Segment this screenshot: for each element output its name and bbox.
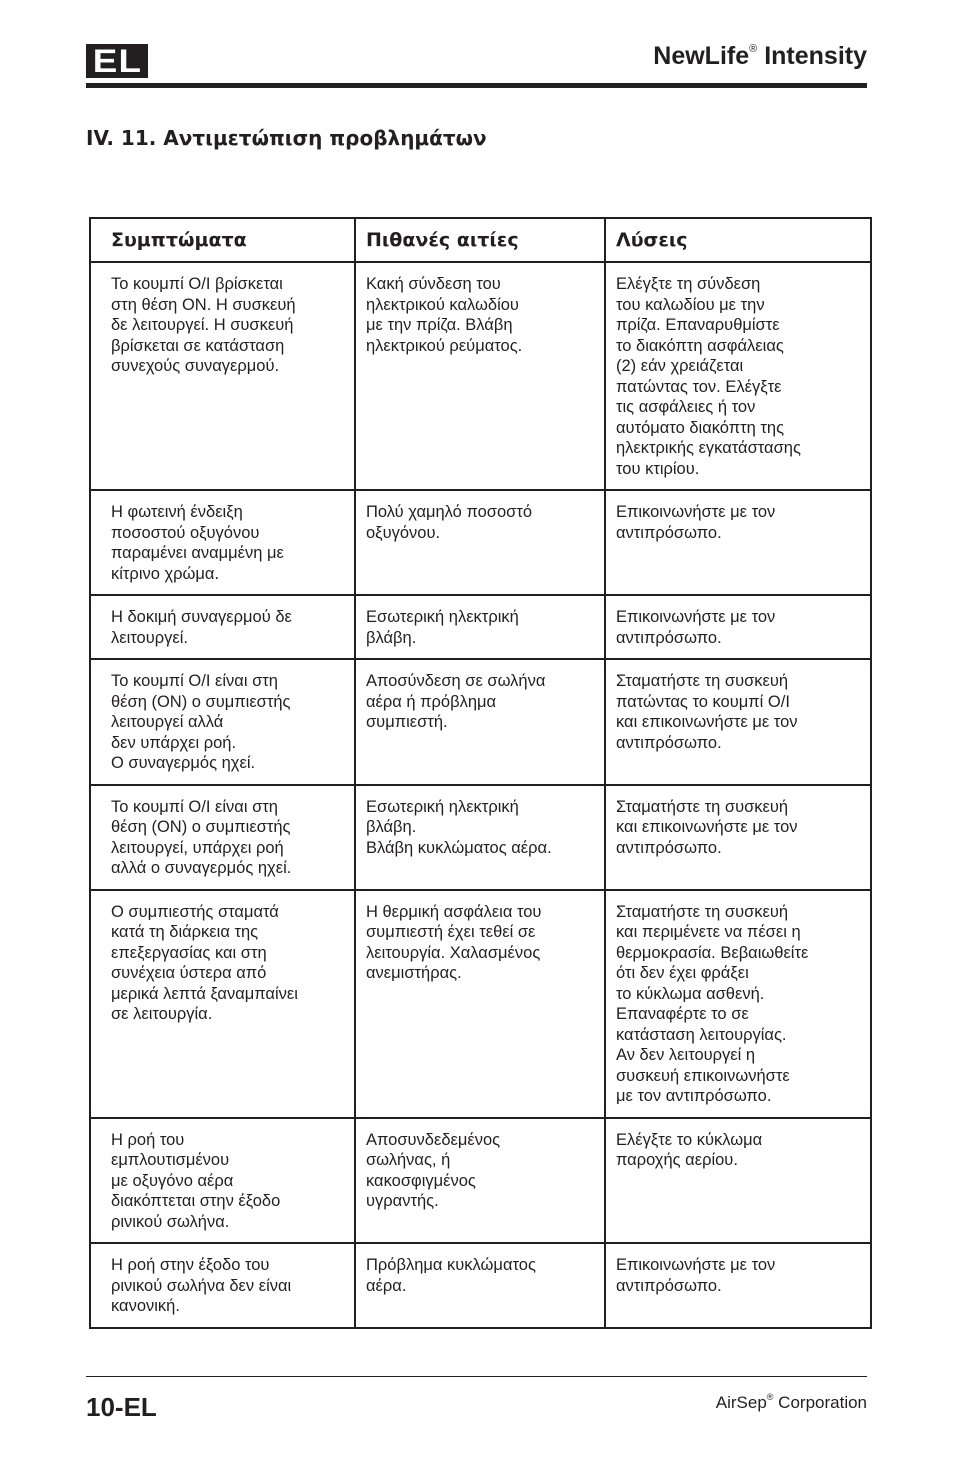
solution-cell: Σταματήστε τη συσκευή και επικοινωνήστε με τον αντιπρόσωπο.	[605, 785, 871, 890]
symptom-cell: Το κουμπί Ο/Ι είναι στη θέση (ON) ο συμπιεστής λειτουργεί, υπάρχει ροή αλλά ο συναγερμός ηχεί.	[90, 785, 355, 890]
table-row	[90, 1118, 871, 1244]
table-row	[90, 785, 871, 890]
symptom-cell: Ο συμπιεστής σταματά κατά τη διάρκεια της επεξεργασίας και στη συνέχεια ύστερα από μερικά λεπτά ξαναμπαίνει σε λειτουργία.	[90, 890, 355, 1118]
page-header	[86, 40, 867, 86]
troubleshooting-table	[89, 217, 872, 1329]
cause-cell: Η θερμική ασφάλεια του συμπιεστή έχει τεθεί σε λειτουργία. Χαλασμένος ανεμιστήρας.	[355, 890, 605, 1118]
solution-cell: Ελέγξτε τη σύνδεση του καλωδίου με την πρίζα. Επαναρυθμίστε το διακόπτη ασφάλειας (2) εάν χρειάζεται πατώντας τον. Ελέγξτε τις ασφάλειες ή τον αυτόματο διακόπτη της ηλεκτρικής εγκατάστασης του κτιρίου.	[605, 262, 871, 490]
cause-cell: Εσωτερική ηλεκτρική βλάβη.	[355, 595, 605, 659]
column-header-solutions: Λύσεις	[605, 218, 871, 262]
cause-cell: Αποσύνδεση σε σωλήνα αέρα ή πρόβλημα συμπιεστή.	[355, 659, 605, 785]
solution-cell: Επικοινωνήστε με τον αντιπρόσωπο.	[605, 490, 871, 595]
symptom-cell: Το κουμπί Ο/Ι βρίσκεται στη θέση ON. Η συσκευή δε λειτουργεί. Η συσκευή βρίσκεται σε κατάσταση συνεχούς συναγερμού.	[90, 262, 355, 490]
table-row	[90, 595, 871, 659]
company-name: AirSep® Corporation	[715, 1392, 867, 1412]
symptom-cell: Η φωτεινή ένδειξη ποσοστού οξυγόνου παραμένει αναμμένη με κίτρινο χρώμα.	[90, 490, 355, 595]
section-title: IV. 11. Αντιμετώπιση προβλημάτων	[86, 126, 487, 150]
cause-cell: Πολύ χαμηλό ποσοστό οξυγόνου.	[355, 490, 605, 595]
table-row	[90, 1243, 871, 1328]
table-row	[90, 890, 871, 1118]
page-number: 10-EL	[86, 1392, 157, 1422]
solution-cell: Επικοινωνήστε με τον αντιπρόσωπο.	[605, 595, 871, 659]
product-title: NewLife® Intensity	[653, 42, 867, 70]
cause-cell: Αποσυνδεδεμένος σωλήνας, ή κακοσφιγμένος υγραντής.	[355, 1118, 605, 1244]
language-badge: EL	[86, 44, 148, 78]
symptom-cell: Η δοκιμή συναγερμού δε λειτουργεί.	[90, 595, 355, 659]
column-header-causes: Πιθανές αιτίες	[355, 218, 605, 262]
footer-divider	[86, 1376, 867, 1377]
header-divider	[86, 83, 867, 88]
cause-cell: Πρόβλημα κυκλώματος αέρα.	[355, 1243, 605, 1328]
solution-cell: Επικοινωνήστε με τον αντιπρόσωπο.	[605, 1243, 871, 1328]
table-header-row	[90, 218, 871, 262]
table-row	[90, 659, 871, 785]
solution-cell: Ελέγξτε το κύκλωμα παροχής αερίου.	[605, 1118, 871, 1244]
symptom-cell: Η ροή στην έξοδο του ρινικού σωλήνα δεν είναι κανονική.	[90, 1243, 355, 1328]
symptom-cell: Η ροή του εμπλουτισμένου με οξυγόνο αέρα διακόπτεται στην έξοδο ρινικού σωλήνα.	[90, 1118, 355, 1244]
symptom-cell: Το κουμπί Ο/Ι είναι στη θέση (ON) ο συμπιεστής λειτουργεί αλλά δεν υπάρχει ροή. Ο συναγερμός ηχεί.	[90, 659, 355, 785]
table-row	[90, 490, 871, 595]
cause-cell: Εσωτερική ηλεκτρική βλάβη. Βλάβη κυκλώματος αέρα.	[355, 785, 605, 890]
column-header-symptoms: Συμπτώματα	[90, 218, 355, 262]
solution-cell: Σταματήστε τη συσκευή πατώντας το κουμπί Ο/Ι και επικοινωνήστε με τον αντιπρόσωπο.	[605, 659, 871, 785]
solution-cell: Σταματήστε τη συσκευή και περιμένετε να πέσει η θερμοκρασία. Βεβαιωθείτε ότι δεν έχει φράξει το κύκλωμα ασθενή. Επαναφέρτε το σε κατάσταση λειτουργίας. Αν δεν λειτουργεί η συσκευή επικοινωνήστε με τον αντιπρόσωπο.	[605, 890, 871, 1118]
cause-cell: Κακή σύνδεση του ηλεκτρικού καλωδίου με την πρίζα. Βλάβη ηλεκτρικού ρεύματος.	[355, 262, 605, 490]
table-row	[90, 262, 871, 490]
